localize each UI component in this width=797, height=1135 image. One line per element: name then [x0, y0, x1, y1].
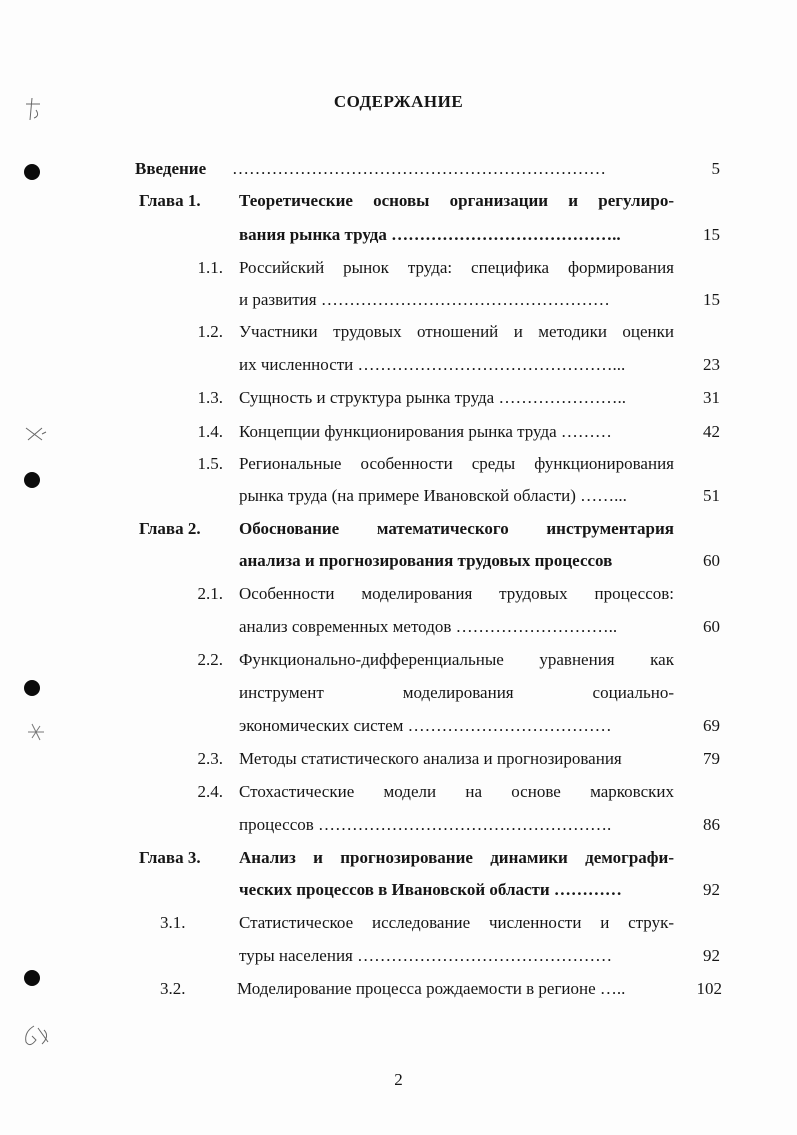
toc-label: 1.2.	[197, 322, 223, 341]
toc-line: Статистическое исследование численности и струк-	[239, 913, 674, 932]
toc-line: Моделирование процесса рождаемости в регионе …..	[237, 979, 626, 998]
toc-line: Теоретические основы организации и регулиро-	[239, 191, 674, 210]
toc-label: Введение	[135, 159, 207, 178]
toc-line: Участники трудовых отношений и методики оценки	[239, 322, 674, 341]
toc-page-number: 42	[703, 422, 720, 441]
toc-line: Функционально-дифференциальные уравнения как	[239, 650, 674, 669]
toc-page-number: 5	[711, 159, 720, 178]
page-title: СОДЕРЖАНИЕ	[333, 92, 464, 111]
toc-line: Стохастические модели на основе марковских	[239, 782, 674, 801]
toc-page-number: 60	[703, 551, 720, 570]
toc-line: ческих процессов в Ивановской области …………	[239, 880, 622, 899]
toc-label: 2.4.	[197, 782, 223, 801]
toc-leader: …………………………………………………………	[232, 159, 606, 178]
toc-page-number: 79	[703, 749, 720, 768]
toc-page-number: 102	[696, 979, 722, 998]
toc-page-number: 92	[703, 880, 720, 899]
binder-hole	[24, 164, 40, 180]
toc-line: рынка труда (на примере Ивановской области) ……...	[239, 486, 627, 505]
binder-hole	[24, 680, 40, 696]
toc-label: 2.3.	[197, 749, 223, 768]
handwritten-mark	[20, 1022, 52, 1050]
toc-line: Анализ и прогнозирование динамики демографи-	[239, 848, 674, 867]
toc-page-number: 15	[703, 290, 720, 309]
toc-label: Глава 3.	[139, 848, 201, 867]
toc-label: 3.2.	[160, 979, 186, 998]
toc-line: анализ современных методов ………………………..	[239, 617, 618, 636]
toc-label: 1.3.	[197, 388, 223, 407]
toc-line: экономических систем ………………………………	[239, 716, 612, 735]
toc-line: анализа и прогнозирования трудовых процессов	[239, 551, 613, 570]
toc-line: Региональные особенности среды функционирования	[239, 454, 674, 473]
toc-page-number: 86	[703, 815, 720, 834]
toc-line: и развития ……………………………………………	[239, 290, 610, 309]
toc-line: Особенности моделирования трудовых процессов:	[239, 584, 674, 603]
toc-page-number: 15	[703, 225, 720, 244]
toc-line: Российский рынок труда: специфика формирования	[239, 258, 674, 277]
toc-label: 3.1.	[160, 913, 186, 932]
handwritten-mark	[24, 424, 48, 444]
toc-line: их численности ………………………………………...	[239, 355, 626, 374]
toc-line: вания рынка труда …………………………………..	[239, 225, 621, 244]
toc-line: Методы статистического анализа и прогнозирования	[239, 749, 622, 768]
toc-label: 2.1.	[197, 584, 223, 603]
binder-hole	[24, 970, 40, 986]
toc-line: инструмент моделирования социально-	[239, 683, 674, 702]
toc-page-number: 51	[703, 486, 720, 505]
toc-line: процессов …………………………………………….	[239, 815, 612, 834]
toc-label: 1.5.	[197, 454, 223, 473]
page-number: 2	[394, 1070, 403, 1089]
toc-line: Обоснование математического инструментария	[239, 519, 674, 538]
toc-label: Глава 2.	[139, 519, 201, 538]
toc-label: 1.1.	[197, 258, 223, 277]
toc-page-number: 92	[703, 946, 720, 965]
handwritten-mark	[24, 720, 48, 744]
toc-page-number: 23	[703, 355, 720, 374]
toc-label: Глава 1.	[139, 191, 201, 210]
toc-page-number: 31	[703, 388, 720, 407]
toc-label: 1.4.	[197, 422, 223, 441]
toc-line: туры населения ………………………………………	[239, 946, 613, 965]
binder-hole	[24, 472, 40, 488]
toc-label: 2.2.	[197, 650, 223, 669]
toc-line: Концепции функционирования рынка труда ………	[239, 422, 612, 441]
toc-line: Сущность и структура рынка труда …………………..	[239, 388, 626, 407]
toc-page-number: 60	[703, 617, 720, 636]
toc-page-number: 69	[703, 716, 720, 735]
